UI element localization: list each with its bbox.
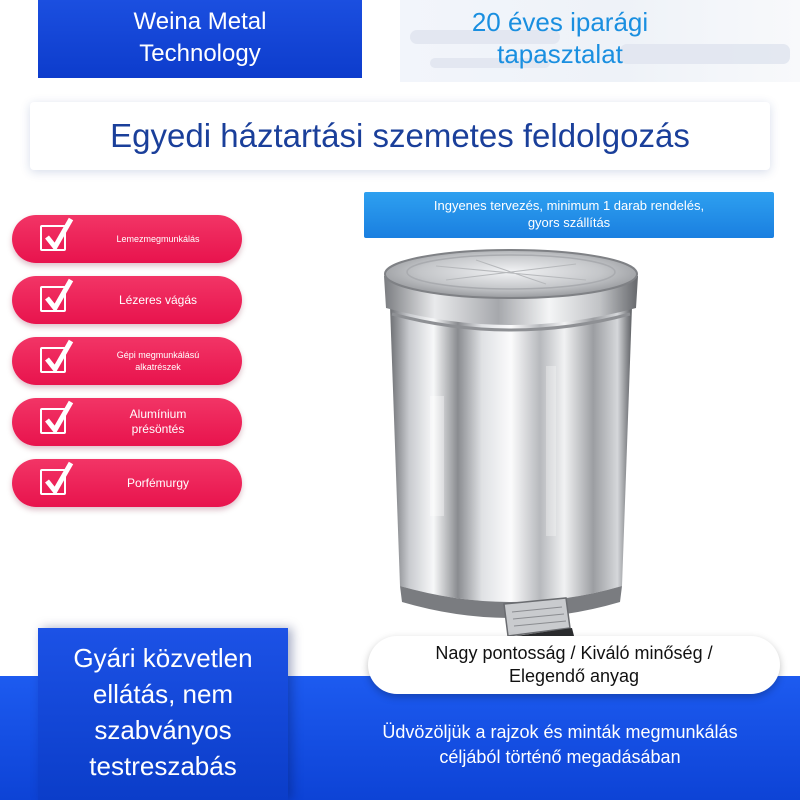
checkbox-check-icon [40,469,66,495]
factory-line4: testreszabás [89,751,237,781]
checkbox-check-icon [40,347,66,373]
service-pill-sheet-metal [12,215,242,263]
welcome-line1: Üdvözöljük a rajzok és minták megmunkálás [382,722,738,742]
company-name-banner [38,0,362,78]
service-pill-die-casting [12,398,242,446]
quality-badge [368,636,780,694]
factory-line1: Gyári közvetlen [73,643,253,673]
service-pill-powder-metallurgy [12,459,242,507]
page-title: Egyedi háztartási szemetes feldolgozás [30,102,770,170]
checkbox-check-icon [40,408,66,434]
company-name-line1: Weina Metal [133,8,267,35]
service-pill-laser-cutting [12,276,242,324]
promo-banner [364,192,774,238]
service-label: Lézeres vágás [118,292,198,307]
checkbox-check-icon [40,286,66,312]
service-label: Porfémurgy [126,475,190,490]
checkbox-check-icon [40,225,66,251]
factory-supply-panel [38,628,288,800]
quality-line1: Nagy pontosság / Kiváló minőség / [435,643,713,663]
trash-bin-product-image [376,246,646,646]
service-label: Alumínium présöntés [129,407,187,436]
service-label: Gépi megmunkálású alkatrészek [116,350,200,372]
experience-line2: tapasztalat [497,39,623,69]
factory-line3: szabványos [94,715,232,745]
welcome-text [320,720,800,770]
promo-line1: Ingyenes tervezés, minimum 1 darab rendelés, [433,198,705,213]
promo-line2: gyors szállítás [527,215,611,230]
factory-line2: ellátás, nem [92,679,234,709]
experience-line1: 20 éves iparági [471,7,649,37]
quality-line2: Elegendő anyag [508,666,640,686]
service-pill-machined-parts [12,337,242,385]
experience-text [430,6,690,70]
company-name-line2: Technology [139,40,261,67]
service-label: Lemezmegmunkálás [116,233,200,244]
welcome-line2: céljából történő megadásában [439,747,681,767]
